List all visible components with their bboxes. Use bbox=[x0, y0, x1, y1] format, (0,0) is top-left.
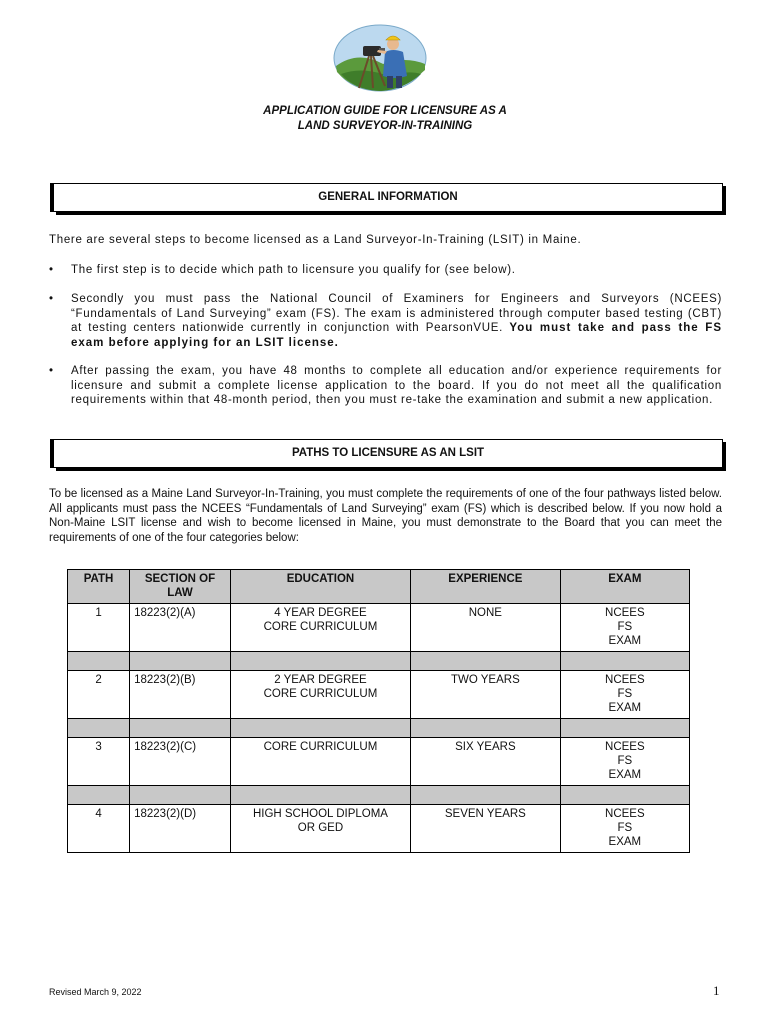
bullet-text-2-regular: Secondly you must pass the National Council of Examiners for Engineers and Surveyors (NCEES) “Fundamentals of Land Surveying” exam (FS). The exam is administered through computer based testing (CBT) at testing centers nationwide currently in conjunction with PearsonVUE. bbox=[71, 293, 722, 334]
general-intro: There are several steps to become licensed as a Land Surveyor-In-Training (LSIT) in Maine. bbox=[49, 234, 582, 246]
bullet-glyph: • bbox=[49, 293, 54, 305]
bullet-text-1: The first step is to decide which path to licensure you qualify for (see below). bbox=[71, 264, 516, 276]
cell-exam bbox=[560, 805, 689, 853]
cell-exam bbox=[560, 604, 689, 652]
education-line: CORE CURRICULUM bbox=[263, 741, 378, 753]
paths-intro: To be licensed as a Maine Land Surveyor-In-Training, you must complete the requirements of one of the four pathways listed below. All applicants must pass the NCEES “Fundamentals of Land Surveying” exam (FS) which is described below. If you now hold a Non-Maine LSIT license and wish to become licensed in Maine, you must demonstrate to the Board that you can meet the requirements of one of the four categories below: bbox=[49, 488, 722, 544]
cell-law: 18223(2)(C) bbox=[130, 738, 231, 786]
surveyor-logo bbox=[333, 20, 427, 92]
exam-line: EXAM bbox=[608, 769, 642, 781]
cell-path: 2 bbox=[68, 671, 130, 719]
exam-line: EXAM bbox=[608, 635, 642, 647]
title-line-2: LAND SURVEYOR-IN-TRAINING bbox=[297, 120, 473, 132]
cell-education bbox=[230, 805, 410, 853]
cell-experience: SIX YEARS bbox=[411, 738, 561, 786]
cell-exam bbox=[560, 738, 689, 786]
paths-table bbox=[67, 569, 690, 853]
bullet-text-2-bold: You must take and pass the FS exam before applying for an LSIT license. bbox=[71, 322, 722, 349]
cell-path: 1 bbox=[68, 604, 130, 652]
exam-line: NCEES bbox=[605, 741, 645, 753]
bullet-text-3: After passing the exam, you have 48 months to complete all education and/or experience requirements for licensure and submit a complete license application to the board. If you do not meet all the qualification requirements within that 48-month period, then you must re-take the examination and submit a new application. bbox=[71, 365, 722, 406]
cell-education bbox=[230, 671, 410, 719]
header-section-of-law bbox=[130, 570, 231, 604]
header-path: PATH bbox=[68, 570, 130, 604]
bullet-item-3 bbox=[49, 364, 722, 408]
education-line: HIGH SCHOOL DIPLOMA bbox=[252, 808, 388, 820]
cell-exam bbox=[560, 671, 689, 719]
table-row bbox=[68, 805, 690, 853]
cell-experience: NONE bbox=[411, 604, 561, 652]
cell-education bbox=[230, 738, 410, 786]
paths-heading: PATHS TO LICENSURE AS AN LSIT bbox=[53, 439, 723, 468]
table-spacer-row bbox=[68, 719, 690, 738]
table-row bbox=[68, 738, 690, 786]
cell-law: 18223(2)(D) bbox=[130, 805, 231, 853]
bullet-glyph: • bbox=[49, 264, 54, 276]
cell-law: 18223(2)(A) bbox=[130, 604, 231, 652]
general-information-heading: GENERAL INFORMATION bbox=[53, 183, 723, 212]
cell-path: 3 bbox=[68, 738, 130, 786]
table-spacer-row bbox=[68, 652, 690, 671]
exam-line: FS bbox=[617, 621, 633, 633]
education-line: 2 YEAR DEGREE bbox=[274, 674, 367, 686]
education-line: 4 YEAR DEGREE bbox=[274, 607, 367, 619]
bullet-item-2 bbox=[49, 292, 722, 350]
education-line: CORE CURRICULUM bbox=[263, 621, 378, 633]
cell-experience: SEVEN YEARS bbox=[411, 805, 561, 853]
header-education: EDUCATION bbox=[230, 570, 410, 604]
education-line: CORE CURRICULUM bbox=[263, 688, 378, 700]
exam-line: FS bbox=[617, 755, 633, 767]
cell-law: 18223(2)(B) bbox=[130, 671, 231, 719]
exam-line: FS bbox=[617, 822, 633, 834]
exam-line: EXAM bbox=[608, 702, 642, 714]
exam-line: NCEES bbox=[605, 674, 645, 686]
cell-path: 4 bbox=[68, 805, 130, 853]
bullet-item-1 bbox=[49, 263, 722, 278]
header-law-line-2: LAW bbox=[167, 587, 193, 599]
exam-line: NCEES bbox=[605, 808, 645, 820]
document-title bbox=[0, 104, 770, 134]
header-law-line-1: SECTION OF bbox=[144, 573, 216, 585]
header-experience: EXPERIENCE bbox=[411, 570, 561, 604]
exam-line: NCEES bbox=[605, 607, 645, 619]
exam-line: FS bbox=[617, 688, 633, 700]
cell-experience: TWO YEARS bbox=[411, 671, 561, 719]
cell-education bbox=[230, 604, 410, 652]
bullet-text-2 bbox=[71, 292, 722, 350]
page-number: 1 bbox=[713, 983, 720, 998]
table-row bbox=[68, 671, 690, 719]
table-header-row bbox=[68, 570, 690, 604]
exam-line: EXAM bbox=[608, 836, 642, 848]
table-row bbox=[68, 604, 690, 652]
table-spacer-row bbox=[68, 786, 690, 805]
bullet-glyph: • bbox=[49, 365, 54, 377]
header-exam: EXAM bbox=[560, 570, 689, 604]
revised-date: Revised March 9, 2022 bbox=[49, 987, 142, 997]
education-line: OR GED bbox=[297, 822, 344, 834]
title-line-1: APPLICATION GUIDE FOR LICENSURE AS A bbox=[263, 105, 507, 117]
